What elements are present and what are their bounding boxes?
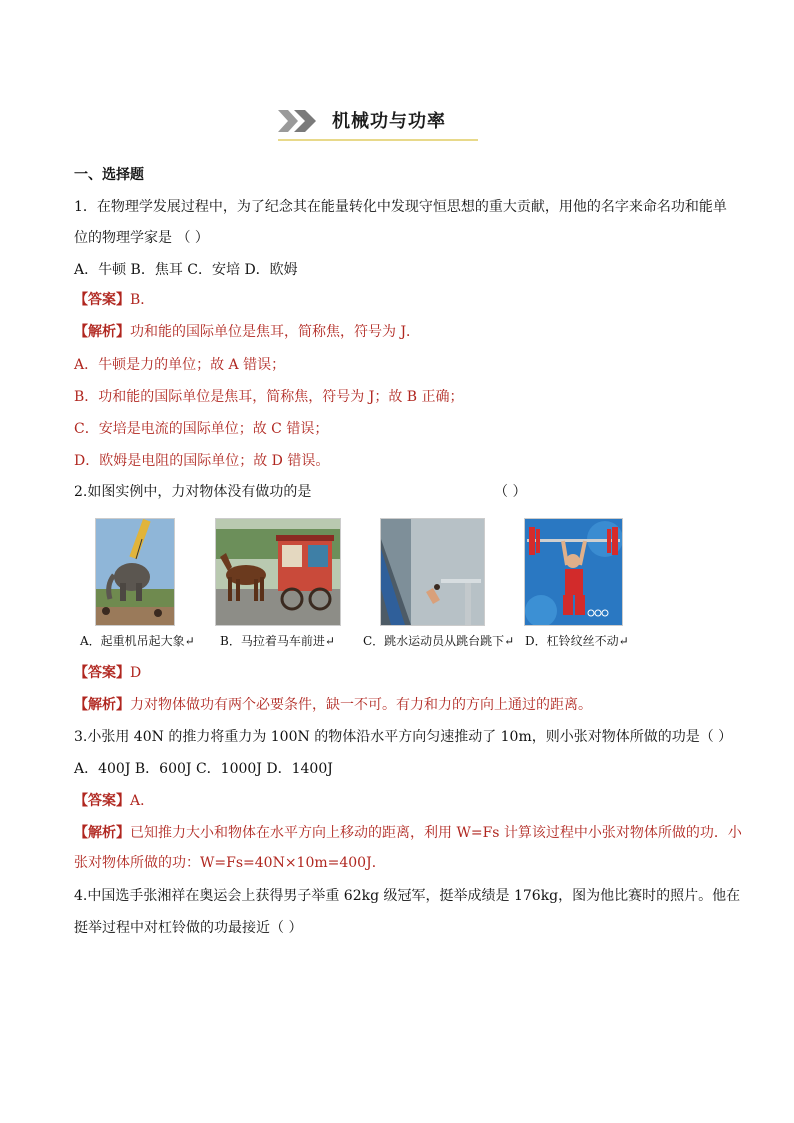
q4-stem-line2: 挺举过程中对杠铃做的功最接近（ ）: [74, 920, 303, 936]
figure-a-crane-elephant: [95, 518, 175, 626]
section-heading: 一、选择题: [74, 167, 144, 183]
diver-image: [381, 519, 484, 625]
analysis-tag: 【解析】: [74, 324, 130, 340]
double-chevron-icon: [278, 110, 320, 132]
q3-answer: [74, 791, 154, 811]
q1-explain-b: B．功和能的国际单位是焦耳，简称焦，符号为 J；故 B 正确；: [74, 389, 464, 405]
analysis-text: 力对物体做功有两个必要条件，缺一不可。有力和力的方向上通过的距离。: [130, 697, 592, 713]
figure-c-diver: [380, 518, 485, 626]
answer-value: B．: [130, 292, 155, 308]
weightlifter-image: [525, 519, 622, 625]
q1-options: A．牛顿 B．焦耳 C．安培 D．欧姆: [74, 262, 298, 278]
answer-tag: 【答案】: [74, 665, 130, 681]
q1-answer: [74, 290, 154, 310]
figure-d-caption: D．杠铃纹丝不动↵: [525, 634, 629, 648]
figure-c-caption: C．跳水运动员从跳台跳下↵: [363, 634, 515, 648]
q2-bracket: （ ）: [494, 484, 527, 500]
q1-explain-a: A．牛顿是力的单位；故 A 错误；: [74, 357, 286, 373]
answer-tag: 【答案】: [74, 292, 130, 308]
title-banner: [278, 104, 478, 144]
title-underline: [278, 139, 478, 141]
figure-d-weightlifter: [524, 518, 623, 626]
q1-explain-d: D．欧姆是电阻的国际单位；故 D 错误。: [74, 453, 330, 469]
q3-analysis-line1: [74, 823, 742, 843]
answer-tag: 【答案】: [74, 793, 130, 809]
q2-analysis: [74, 695, 592, 715]
horse-cart-image: [216, 519, 340, 625]
page-title: 机械功与功率: [332, 111, 446, 132]
q1-explain-c: C．安培是电流的国际单位；故 C 错误；: [74, 421, 329, 437]
crane-elephant-image: [96, 519, 174, 625]
figure-b-caption: B．马拉着马车前进↵: [220, 634, 335, 648]
analysis-text: 已知推力大小和物体在水平方向上移动的距离，利用 W=Fs 计算该过程中小张对物体所做的功．小: [130, 825, 742, 841]
q2-answer: [74, 663, 141, 683]
figure-a-caption: A．起重机吊起大象↵: [80, 634, 195, 648]
q2-stem: 2.如图实例中，力对物体没有做功的是: [74, 484, 312, 500]
answer-value: A．: [130, 793, 155, 809]
q3-options: A．400J B．600J C．1000J D．1400J: [74, 761, 333, 777]
q3-stem: 3.小张用 40N 的推力将重力为 100N 的物体沿水平方向匀速推动了 10m，则小张对物体所做的功是（ ）: [74, 729, 733, 745]
q1-analysis: [74, 322, 420, 342]
q1-stem-line1: 1．在物理学发展过程中，为了纪念其在能量转化中发现守恒思想的重大贡献，用他的名字来命名功和能单: [74, 199, 727, 215]
analysis-tag: 【解析】: [74, 697, 130, 713]
q3-analysis-line2: 张对物体所做的功：W=Fs=40N×10m=400J．: [74, 855, 386, 871]
analysis-tag: 【解析】: [74, 825, 130, 841]
q4-stem-line1: 4.中国选手张湘祥在奥运会上获得男子举重 62kg 级冠军，挺举成绩是 176kg，图为他比赛时的照片。他在: [74, 888, 741, 904]
analysis-text: 功和能的国际单位是焦耳，简称焦，符号为 J．: [130, 324, 421, 340]
q1-stem-line2: 位的物理学家是 （ ）: [74, 230, 209, 246]
answer-value: D: [130, 665, 142, 681]
figure-b-horse-cart: [215, 518, 341, 626]
